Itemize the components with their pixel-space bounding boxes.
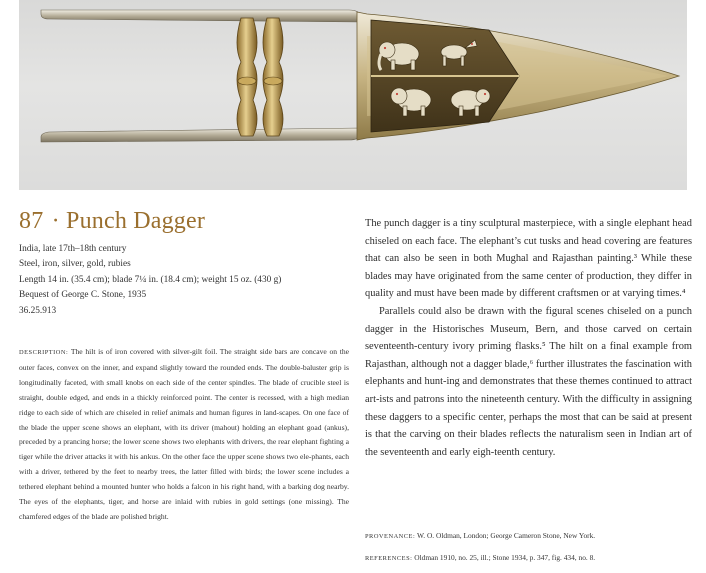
provenance-label: PROVENANCE: xyxy=(365,533,416,540)
entry-separator: · xyxy=(51,208,60,234)
meta-dimensions: Length 14 in. (35.4 cm); blade 7¼ in. (18.4 cm); weight 15 oz. (430 g) xyxy=(19,274,282,285)
meta-materials: Steel, iron, silver, gold, rubies xyxy=(19,259,131,270)
references-text: Oldman 1910, no. 25, ill.; Stone 1934, p. 347, fig. 434, no. 8. xyxy=(414,553,596,562)
description-label: DESCRIPTION: xyxy=(19,349,69,356)
description-text: The hilt is of iron covered with silver-gilt foil. The straight side bars are concave on the outer faces, convex on the inner, and expand slightly toward the rounded ends. The double-baluster grip is longitudinally faceted, with small knobs on each side of the center spindles. The blade of crucible steel is straight, double edged, and ends in a thickly reinforced point. The center is recessed, with a high median ridge to each side of which are chiseled in relief animals and human figures in land-scapes. On one face of the blade the upper scene shows an elephant, with its driver (mahout) holding an elephant goad (ankus), preceded by a prancing horse; the lower scene shows two elephants with drivers, the rear elephant fighting a tiger while the driver attacks it with his ankus. On the other face the upper scene shows two ele-phants, each with a driver, tethered by the feet to nearby trees, the latter filled with birds; the lower scene includes a tethered elephant behind a mounted hunter who holds a falcon in his right hand, with a barking dog nearby. The eyes of the elephants, tiger, and horse are inlaid with rubies in gold settings (one missing). The chamfered edges of the blade are polished bright. xyxy=(19,347,349,521)
entry-title xyxy=(19,208,205,235)
object-metadata xyxy=(19,242,349,319)
punch-dagger-image xyxy=(19,0,687,190)
provenance-text: W. O. Oldman, London; George Cameron Stone, New York. xyxy=(416,531,596,540)
references-label: REFERENCES: xyxy=(365,555,413,562)
entry-title-text: Punch Dagger xyxy=(66,208,206,234)
meta-accession-number: 36.25.913 xyxy=(19,305,57,316)
dagger-photo xyxy=(19,0,687,190)
essay-paragraph: Parallels could also be drawn with the figural scenes chiseled on a punch dagger in the Historisches Museum, Bern, and those carved on certain seventeenth-century ivory priming flasks.⁵ The hilt on a final example from Rajasthan, although not a dagger blade,⁶ further illustrates the fascination with elephants and hunt-ing and demonstrates that these themes continued to attract art-ists and patrons into the nineteenth century. With the difficulty in assigning these daggers to a specific center, perhaps the most that can be said at present is that the carving on their blades reflects the naturalism seen in Indian art of the seventeenth and early eigh-teenth century. xyxy=(365,305,692,458)
references xyxy=(365,553,695,562)
description-block xyxy=(19,345,349,525)
meta-origin: India, late 17th–18th century xyxy=(19,244,127,254)
entry-number: 87 xyxy=(19,208,44,234)
essay-column xyxy=(365,215,692,461)
meta-credit-line: Bequest of George C. Stone, 1935 xyxy=(19,290,147,301)
provenance xyxy=(365,531,695,540)
essay-paragraph: The punch dagger is a tiny sculptural masterpiece, with a single elephant head chiseled on each face. The elephant’s cut tusks and head covering are features that can also be seen in both Mughal and Rajasthan painting.³ While these blades may have originated from the same center of production, they differ in quality and must have been made by different craftsmen or at varying times.⁴ xyxy=(365,218,692,300)
